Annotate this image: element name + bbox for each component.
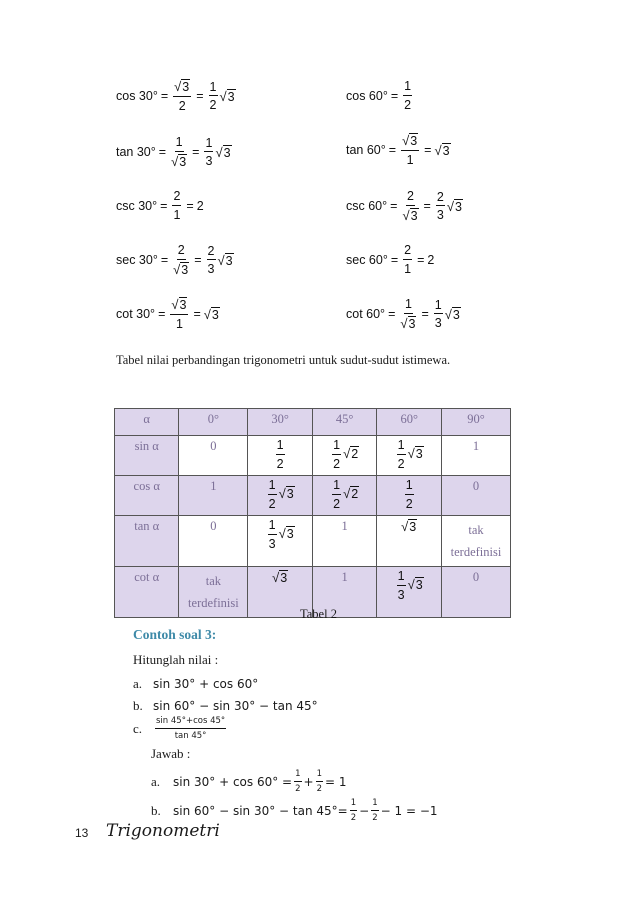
fraction: $\frac{1}{3}$ [205,135,213,168]
formula-cos60: cos 60° = $\frac{1}{2}$ [346,79,412,112]
label-tan30: tan 30° [116,145,156,159]
label-cos60: cos 60° [346,88,388,103]
label-csc30: csc 30° [116,198,158,213]
answer-b: b. sin 60° − sin 30° − tan 45°= $\frac{1}{2}$ − $\frac{1}{2}$ − 1 = −1 [151,798,438,823]
fraction: $\frac{√3}{1}$ [171,297,187,331]
row-label-cot: cot α [115,567,179,618]
cell-tak-terdefinisi: tak terdefinisi [179,567,248,618]
example-instruction: Hitunglah nilai : [133,652,219,667]
cell: $\frac{1}{2}$ √3 [248,476,313,516]
cell: $\frac{1}{2}$ √2 [312,476,377,516]
fraction: $\frac{1}{√3}$ [400,297,416,331]
answer-label: Jawab : [151,746,191,761]
formula-cos30: cos 30° = $\frac{√3}{2}$ = $\frac{1}{2}$ √3 [116,79,235,113]
label-sec60: sec 60° [346,252,388,267]
formula-cot30: cot 30° = $\frac{√3}{1}$ = √3 [116,297,219,331]
fraction: $\frac{1}{√3}$ [171,135,187,169]
row-label-sin: sin α [115,436,179,476]
cell: √3 [248,567,313,618]
cell: 1 [179,476,248,516]
item-a: a. sin 30° + cos 60° [133,676,259,691]
cell: 0 [179,436,248,476]
cell: 0 [179,516,248,567]
table-row-tan [115,516,511,567]
label-tan60: tan 60° [346,143,386,157]
cell-tak-terdefinisi: tak terdefinisi [441,516,510,567]
label-csc60: csc 60° [346,199,388,213]
fraction: $\frac{√3}{2}$ [174,79,190,113]
header-45: 45° [312,409,377,436]
cell: 0 [441,476,510,516]
formula-sec60: sec 60° = $\frac{2}{1}$ = 2 [346,243,435,276]
fraction: $\frac{2}{1}$ [173,189,181,222]
cell: 1 [312,567,377,618]
formula-csc60: csc 60° = $\frac{2}{√3}$ = $\frac{2}{3}$ √3 [346,189,462,223]
header-60: 60° [377,409,442,436]
table-header-row [115,409,511,436]
table-row-cos [115,476,511,516]
table-label: Tabel 2 [300,607,337,621]
cell: √3 [377,516,442,567]
fraction: $\frac{√3}{1}$ [402,133,418,167]
running-title: Trigonometri [106,821,220,841]
formula-tan60: tan 60° = $\frac{√3}{1}$ = √3 [346,133,450,167]
formula-tan30: tan 30° = $\frac{1}{√3}$ = $\frac{1}{3}$ √3 [116,135,231,169]
fraction: $\frac{1}{2}$ [209,79,217,112]
cell: 1 [441,436,510,476]
header-30: 30° [248,409,313,436]
answer-a: a. sin 30° + cos 60° = $\frac{1}{2}$ + $\frac{1}{2}$ = 1 [151,769,347,794]
cell: $\frac{1}{2}$ [377,476,442,516]
label-cot60: cot 60° [346,307,386,321]
cell: $\frac{1}{3}$ √3 [377,567,442,618]
label-cot30: cot 30° [116,307,156,321]
formula-cot60: cot 60° = $\frac{1}{√3}$ = $\frac{1}{3}$ √3 [346,297,460,331]
fraction: $\frac{2}{3}$ [436,189,444,222]
fraction: $\frac{2}{√3}$ [173,243,189,277]
cell: $\frac{1}{2}$ √2 [312,436,377,476]
formula-sec30: sec 30° = $\frac{2}{√3}$ = $\frac{2}{3}$ √3 [116,243,233,277]
fraction: $\frac{1}{2}$ [404,79,412,112]
cell: $\frac{1}{2}$ [248,436,313,476]
cell: $\frac{1}{3}$ √3 [248,516,313,567]
label-cos30: cos 30° [116,89,158,103]
fraction: $\frac{2}{1}$ [404,243,412,276]
header-0: 0° [179,409,248,436]
trig-value-table [114,408,511,618]
header-90: 90° [441,409,510,436]
example-title: Contoh soal 3: [133,627,217,642]
cell: $\frac{1}{2}$ √3 [377,436,442,476]
header-alpha: α [115,409,179,436]
cell: 1 [312,516,377,567]
fraction: $\frac{2}{√3}$ [402,189,418,223]
table-caption: Tabel nilai perbandingan trigonometri untuk sudut-sudut istimewa. [116,353,451,367]
formula-csc30: csc 30° = $\frac{2}{1}$ = 2 [116,189,204,222]
label-sec30: sec 30° [116,253,158,267]
cell: 0 [441,567,510,618]
item-c: c. $\frac{\sin 45^\circ+\cos 45^\circ}{\tan 45^\circ}$ [133,716,226,741]
page-number: 13 [75,826,89,840]
row-label-tan: tan α [115,516,179,567]
row-label-cos: cos α [115,476,179,516]
item-b: b. sin 60° − sin 30° − tan 45° [133,698,318,713]
fraction: $\frac{1}{3}$ [434,297,442,330]
table-row-sin [115,436,511,476]
fraction: $\frac{2}{3}$ [207,243,215,276]
